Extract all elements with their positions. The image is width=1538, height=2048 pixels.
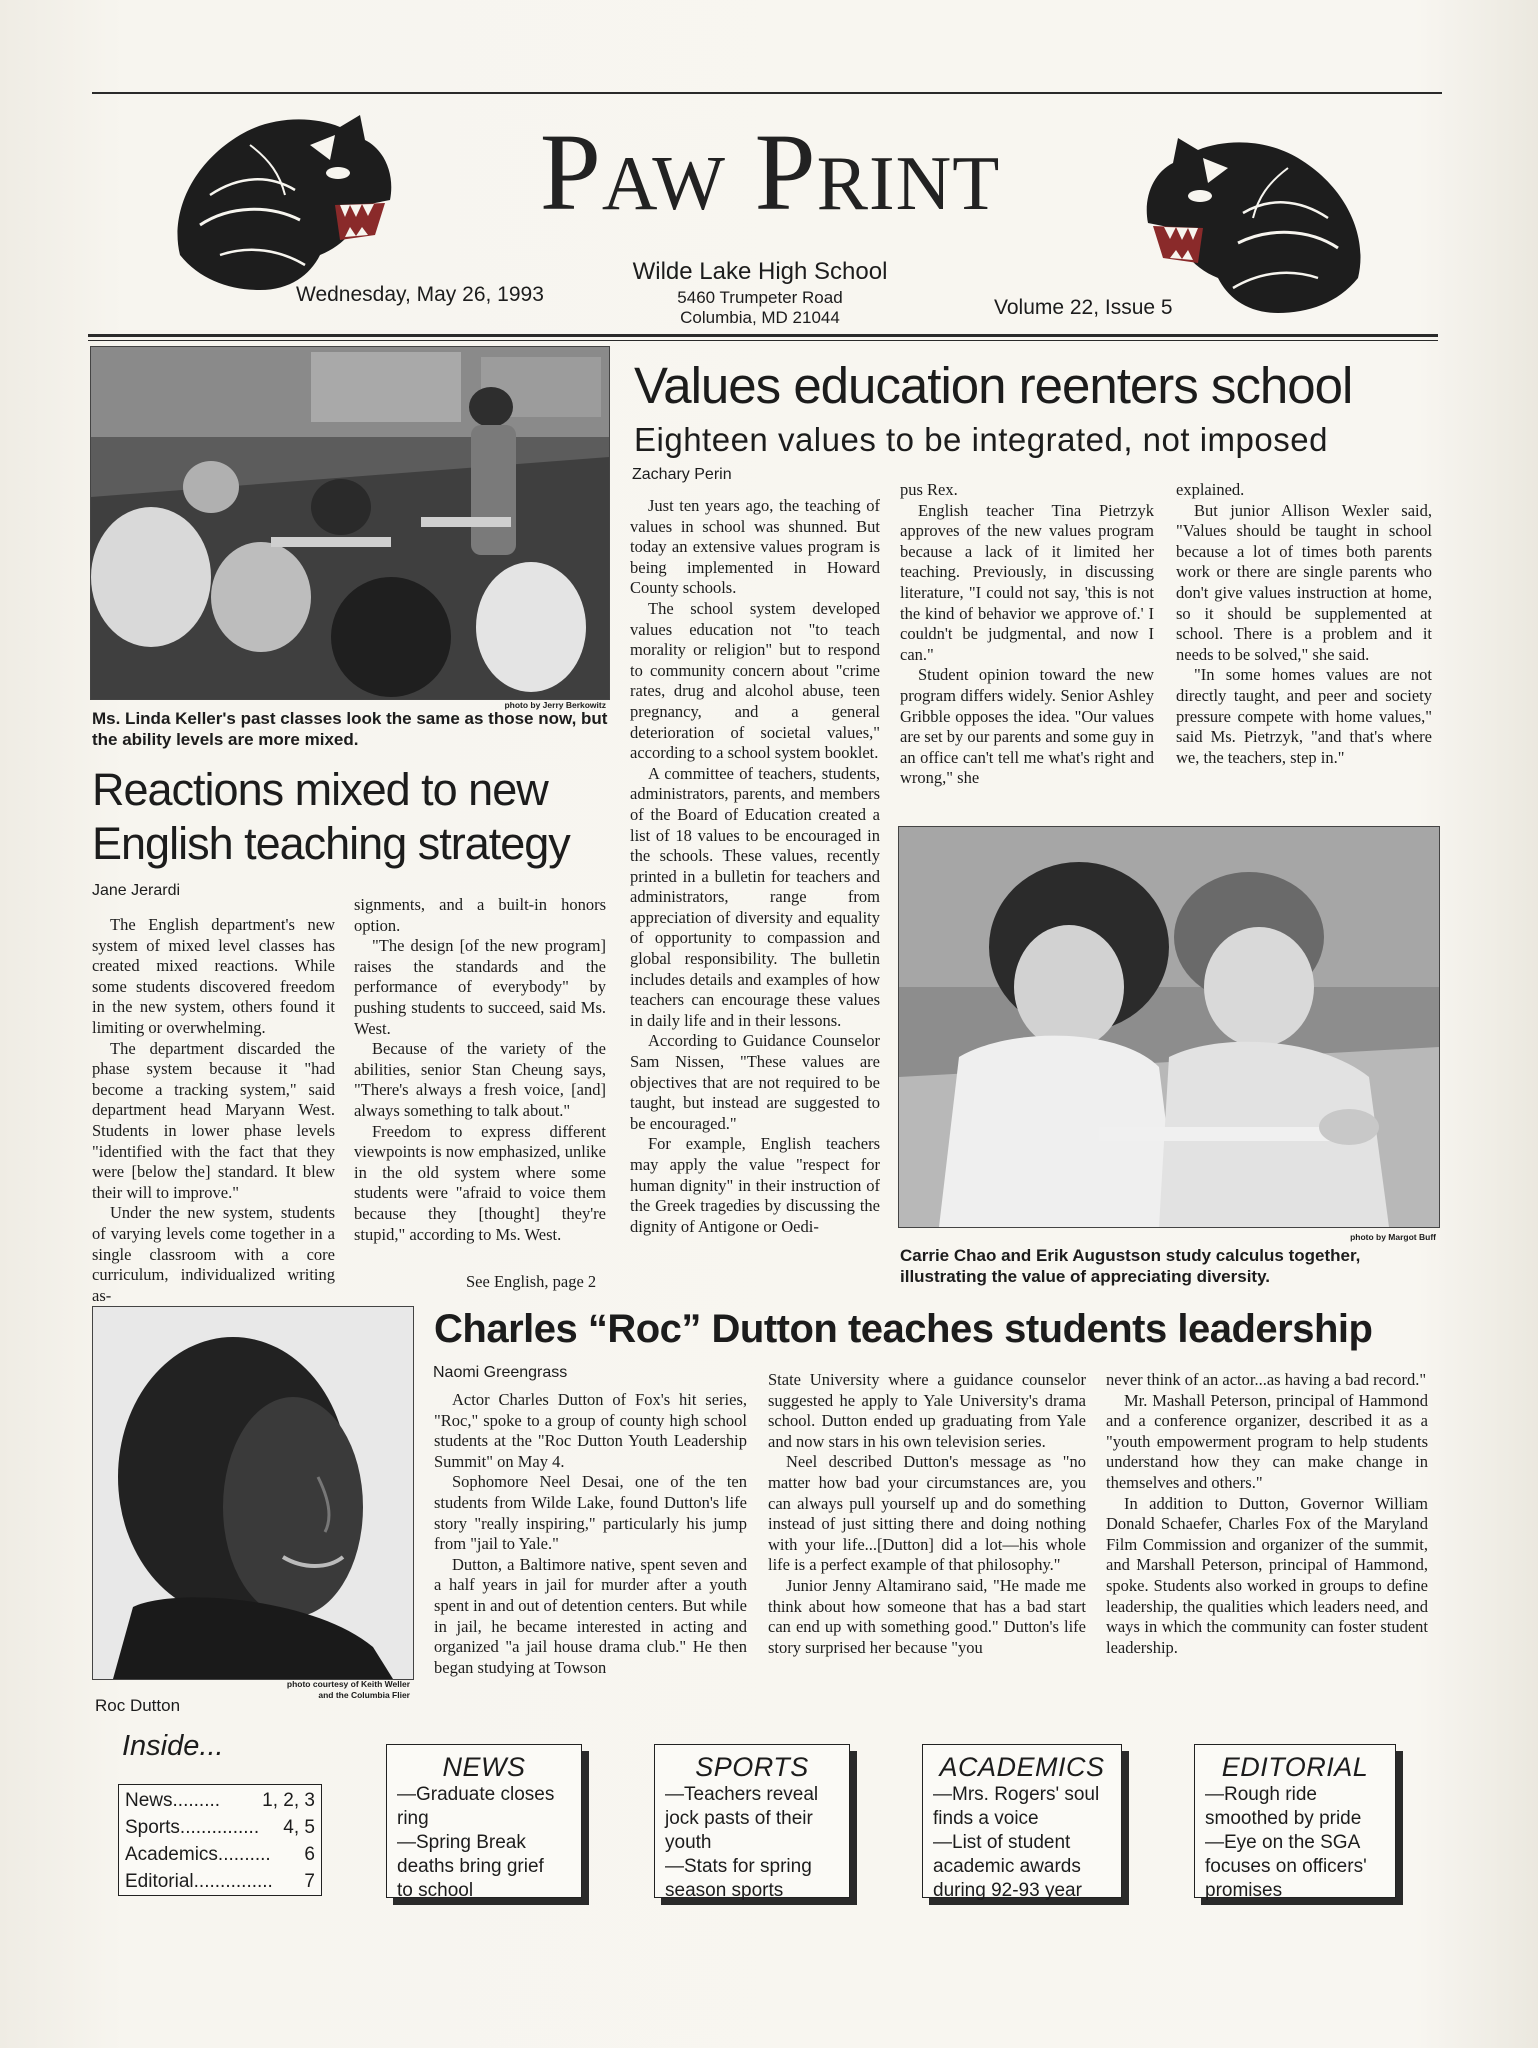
values-byline: Zachary Perin <box>632 466 732 483</box>
paragraph: Because of the variety of the abilities, senior Stan Cheung says, "There's always a fresh voice, [and] always something to talk about." <box>354 1039 606 1120</box>
academics-teaser-title: ACADEMICS <box>939 1752 1105 1782</box>
school-address-line2: Columbia, MD 21044 <box>680 308 840 327</box>
dutton-photo-credit-line2: and the Columbia Flier <box>318 1690 410 1700</box>
values-column-3 <box>1176 480 1432 768</box>
values-column-2 <box>900 480 1154 789</box>
paragraph: The English department's new system of mixed level classes has created mixed reactions. While some students discovered freedom in the new system, others found it limiting or overwhelming. <box>92 915 335 1037</box>
teaser-line: —Eye on the SGA <box>1205 1832 1361 1853</box>
sports-teaser-box[interactable] <box>654 1744 850 1901</box>
dutton-portrait-photo <box>92 1306 414 1680</box>
dutton-headline: Charles “Roc” Dutton teaches students leadership <box>434 1307 1373 1351</box>
teaser-line: jock pasts of their <box>665 1808 813 1829</box>
paragraph: The school system developed values education not "to teach morality or religion" but to respond to community concern about "crime rates, drug and alcohol abuse, teen pregnancy, and a general deterioration of societal values," according to a school system booklet. <box>630 598 880 763</box>
teaser-line: —Teachers reveal <box>665 1784 819 1805</box>
paragraph: "The design [of the new program] raises the standards and the performance of everybody" by pushing students to succeed, said Ms. West. <box>354 936 606 1038</box>
school-address-line1: 5460 Trumpeter Road <box>677 288 843 307</box>
dutton-column-2 <box>768 1370 1086 1658</box>
masthead-title: Paw Print <box>539 111 1001 233</box>
news-teaser-box[interactable] <box>386 1744 582 1901</box>
masthead-rule-top <box>88 334 1438 337</box>
teaser-line: —Graduate closes <box>397 1784 555 1805</box>
panther-logo-right <box>1128 128 1378 313</box>
paragraph: explained. <box>1176 480 1245 499</box>
teaser-line: academic awards <box>933 1856 1081 1877</box>
students-photo-credit: photo by Margot Buff <box>1350 1232 1436 1242</box>
paragraph: Under the new system, students of varying levels come together in a single classroom with a core curriculum, individualized writing as- <box>92 1203 335 1305</box>
classroom-photo-caption: Ms. Linda Keller's past classes look the same as those now, but the ability levels are more mixed. <box>92 709 608 749</box>
paragraph: Freedom to express different viewpoints is now emphasized, unlike in the old system where some students were "afraid to voice them because they [thought] they're stupid," according to Ms. West. <box>354 1121 606 1244</box>
inside-index-box <box>118 1784 322 1896</box>
teaser-line: —Stats for spring <box>665 1856 812 1877</box>
paragraph: Just ten years ago, the teaching of values in school was shunned. But today an extensive values program is being implemented in Howard County schools. <box>630 496 880 598</box>
inside-item-news[interactable]: News ......... 1, 2, 3 <box>125 1790 315 1811</box>
paragraph: According to Guidance Counselor Sam Nissen, "These values are objectives that are not required to be taught, but instead are suggested to be encouraged." <box>630 1031 880 1133</box>
paragraph: pus Rex. <box>900 480 958 499</box>
paragraph: Mr. Mashall Peterson, principal of Hammond and a conference organizer, described it as a "youth empowerment program to help students understand how they can make change in themselves and others." <box>1106 1390 1428 1492</box>
paragraph: But junior Allison Wexler said, "Values should be taught in school because a lot of times both parents work or there are single parents who don't give values instruction at home, so it should be supplemented at school. There is a problem and it needs to be solved," she said. <box>1176 500 1432 664</box>
paragraph: Actor Charles Dutton of Fox's hit series, "Roc," spoke to a group of county high school students at the "Roc Dutton Youth Leadership Summit" on May 4. <box>434 1390 747 1471</box>
paragraph: The department discarded the phase system because it "had become a tracking system," said department head Maryann West. Students in lower phase levels "identified with the fact that they were [below the] standard. It blew their will to improve." <box>92 1038 335 1202</box>
paragraph: State University where a guidance counselor suggested he apply to Yale University's drama school. Dutton ended up graduating from Yale and now stars in his own television series. <box>768 1370 1086 1451</box>
masthead-rule-bottom <box>88 340 1438 341</box>
dutton-photo-credit-line1: photo courtesy of Keith Weller <box>286 1679 410 1689</box>
teaser-line: smoothed by pride <box>1205 1808 1362 1829</box>
teaser-line: focuses on officers' <box>1205 1856 1367 1877</box>
paragraph: never think of an actor...as having a bad record." <box>1106 1370 1427 1389</box>
panther-logo-left <box>160 105 400 295</box>
teaser-line: to school <box>397 1880 474 1901</box>
inside-item-sports[interactable]: Sports ............... 4, 5 <box>125 1817 315 1838</box>
values-headline: Values education reenters school <box>634 357 1353 414</box>
top-rule <box>92 92 1442 94</box>
paragraph: In addition to Dutton, Governor William Donald Schaefer, Charles Fox of the Maryland Film Commission and organizer of the summit, and Marshall Peterson, principal of Hammond, spoke. Students also worked in groups to define leadership, the qualities which leaders need, and ways in which the community can foster student leadership. <box>1106 1493 1428 1657</box>
dutton-byline: Naomi Greengrass <box>433 1364 568 1381</box>
english-headline-line1: Reactions mixed to new <box>92 764 548 815</box>
values-column-1 <box>630 496 880 1237</box>
english-jump-link[interactable]: See English, page 2 <box>466 1272 597 1291</box>
academics-teaser-box[interactable] <box>922 1744 1122 1901</box>
issue-date: Wednesday, May 26, 1993 <box>296 283 544 306</box>
teaser-line: promises <box>1205 1880 1283 1901</box>
teaser-line: —List of student <box>933 1832 1071 1853</box>
paragraph: Sophomore Neel Desai, one of the ten students from Wilde Lake, found Dutton's life story "really inspiring," particularly his jump from "jail to Yale." <box>434 1472 747 1554</box>
teaser-line: deaths bring grief <box>397 1856 544 1877</box>
values-subhead: Eighteen values to be integrated, not imposed <box>634 421 1328 458</box>
dutton-column-1 <box>434 1390 747 1678</box>
paragraph: Dutton, a Baltimore native, spent seven and a half years in jail for murder after a youth spent in and out of detention centers. But while in jail, he became interested in acting and organized "a jail house drama club." He then began studying at Towson <box>434 1554 747 1677</box>
teaser-line: ring <box>397 1808 429 1829</box>
paragraph: English teacher Tina Pietrzyk approves of the new values program because a lack of it limited her teaching. Previously, in discussing literature, "I could not say, 'this is not the kind of behavior we approve of.' I couldn't be judgmental, and now I can." <box>900 500 1154 664</box>
teaser-line: —Spring Break <box>397 1832 526 1853</box>
paragraph: Neel described Dutton's message as "no matter how bad your circumstances are, you can always pull yourself up and do something instead of just sitting there and doing nothing with your life...[Dutton] did a lot—his whole life is a perfect example of that philosophy." <box>768 1452 1086 1575</box>
school-name: Wilde Lake High School <box>632 258 888 285</box>
english-headline-line2: English teaching strategy <box>92 818 570 869</box>
paragraph: Junior Jenny Altamirano said, "He made me think about how someone that has a bad start can end up with something good." Dutton's life story surprised her because "you <box>768 1575 1086 1657</box>
teaser-line: season sports <box>665 1880 784 1901</box>
sports-teaser-title: SPORTS <box>695 1752 809 1782</box>
paragraph: For example, English teachers may apply the value "respect for human dignity" in their instruction of the Greek tragedies by discussing the dignity of Antigone or Oedi- <box>630 1134 880 1236</box>
teaser-line: youth <box>665 1832 712 1853</box>
paragraph: signments, and a built-in honors option. <box>354 895 606 935</box>
inside-item-editorial[interactable]: Editorial ............... 7 <box>125 1871 315 1892</box>
news-teaser-title: NEWS <box>442 1752 526 1782</box>
classroom-photo-credit: photo by Jerry Berkowitz <box>504 700 606 710</box>
teaser-line: finds a voice <box>933 1808 1039 1829</box>
students-photo-caption: Carrie Chao and Erik Augustson study calculus together, illustrating the value of appreciating diversity. <box>900 1246 1361 1286</box>
english-column-2 <box>354 895 606 1245</box>
teaser-line: —Rough ride <box>1205 1784 1317 1805</box>
paragraph: Student opinion toward the new program differs widely. Senior Ashley Gribble opposes the idea. "Our values are set by our parents and some guy in an office can't tell me what's right and wrong," she <box>900 665 1154 788</box>
paragraph: A committee of teachers, students, administrators, parents, and members of the Board of Education created a list of 18 values to be encouraged in the schools. These values, recently printed in a bulletin for teachers and administrators, range from appreciation of diversity and equality of opportunity to compassion and global responsibility. The bulletin includes details and examples of how teachers can encourage these values in daily life and in their lessons. <box>630 763 880 1030</box>
inside-item-academics[interactable]: Academics .......... 6 <box>125 1844 315 1865</box>
classroom-photo <box>90 346 610 700</box>
english-byline: Jane Jerardi <box>92 882 181 899</box>
english-column-1 <box>92 915 335 1306</box>
paragraph: "In some homes values are not directly taught, and peer and society pressure compete with home values," said Ms. Pietrzyk, "and that's where we, the teachers, step in." <box>1176 665 1432 767</box>
editorial-teaser-title: EDITORIAL <box>1221 1752 1369 1782</box>
teaser-line: —Mrs. Rogers' soul <box>933 1784 1100 1805</box>
teaser-line: during 92-93 year <box>933 1880 1082 1901</box>
dutton-photo-caption: Roc Dutton <box>95 1696 181 1715</box>
students-photo <box>898 826 1440 1228</box>
volume-issue: Volume 22, Issue 5 <box>994 296 1173 319</box>
editorial-teaser-box[interactable] <box>1194 1744 1396 1901</box>
dutton-column-3 <box>1106 1370 1428 1658</box>
inside-title: Inside... <box>122 1730 224 1762</box>
